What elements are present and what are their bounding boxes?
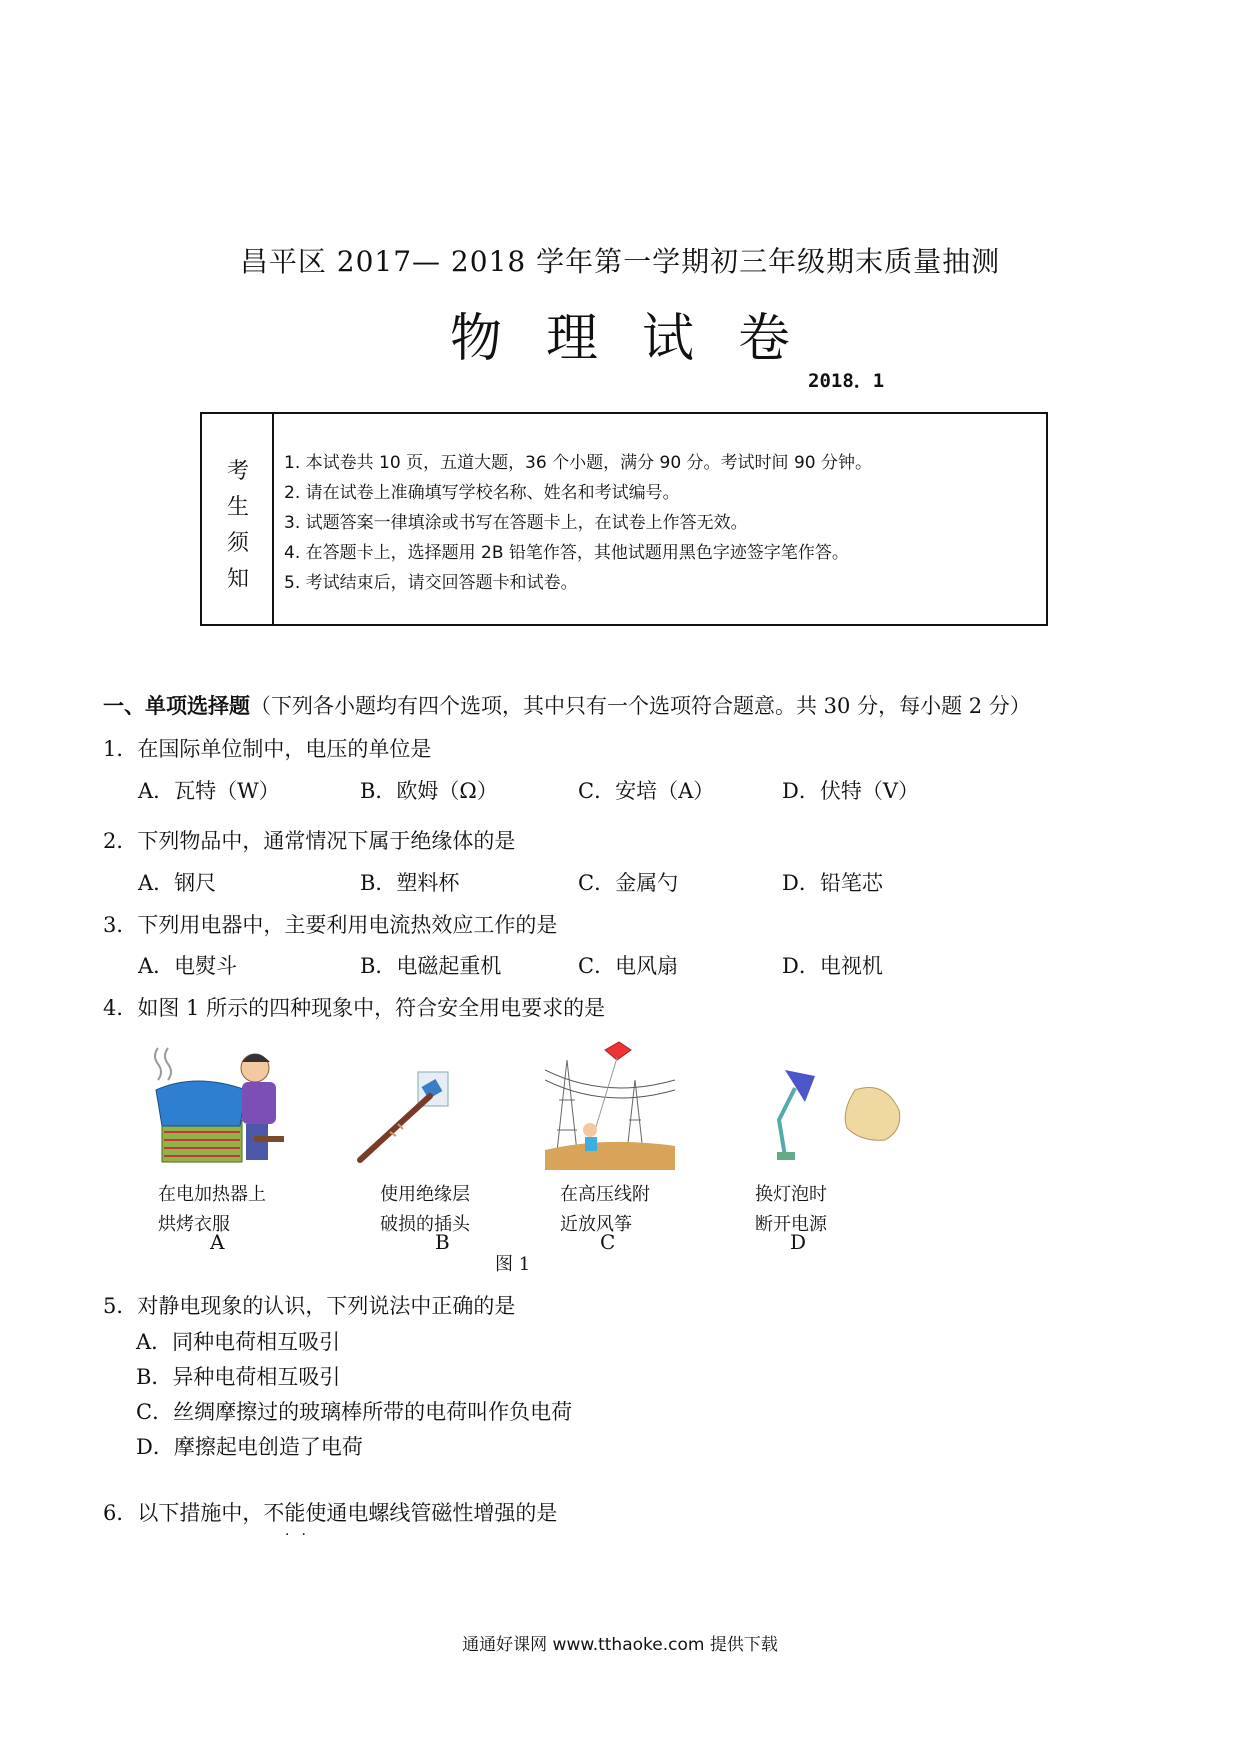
question-option: C．丝绸摩擦过的玻璃棒所带的电荷叫作负电荷 <box>136 1400 573 1424</box>
damaged-plug-illustration <box>350 1060 470 1170</box>
notice-item: 5. 考试结束后，请交回答题卡和试卷。 <box>284 573 578 593</box>
notice-list <box>284 448 872 598</box>
exam-date: 2018．1 <box>808 370 885 392</box>
figure-caption: 图 1 <box>495 1254 531 1275</box>
section-heading-label: 一、单项选择题 <box>103 694 250 718</box>
question-stem: 5．对静电现象的认识，下列说法中正确的是 <box>103 1294 516 1318</box>
question-option: A．瓦特（W） <box>138 779 280 803</box>
question-stem: 1．在国际单位制中，电压的单位是 <box>103 737 432 761</box>
notice-char: 考 <box>226 459 249 484</box>
section-instruction: （下列各小题均有四个选项，其中只有一个选项符合题意。共 30 分，每小题 2 分） <box>250 694 1031 718</box>
figure-1 <box>150 1040 910 1254</box>
caption-line: 近放风筝 <box>560 1214 632 1235</box>
caption-line: 断开电源 <box>755 1214 827 1235</box>
question-option: C．安培（A） <box>578 779 715 803</box>
question-stem: 4．如图 1 所示的四种现象中，符合安全用电要求的是 <box>103 996 606 1020</box>
question-option: C．电风扇 <box>578 954 679 978</box>
question-option: B．塑料杯 <box>360 871 460 895</box>
caption-line: 使用绝缘层 <box>380 1184 470 1205</box>
emphasis-dots: ·· <box>285 1527 318 1543</box>
figure-panel-letter: C <box>600 1230 616 1254</box>
notice-item: 4. 在答题卡上，选择题用 2B 铅笔作答，其他试题用黑色字迹签字笔作答。 <box>284 543 849 563</box>
question-option: B．电磁起重机 <box>360 954 502 978</box>
notice-char: 生 <box>226 495 249 520</box>
question-stem: 6．以下措施中，不能使通电螺线管磁性增强的是 <box>103 1501 558 1525</box>
question-option: B．欧姆（Ω） <box>360 779 498 803</box>
caption-line: 破损的插头 <box>380 1214 470 1235</box>
question-stem: 2．下列物品中，通常情况下属于绝缘体的是 <box>103 829 516 853</box>
notice-item: 2. 请在试卷上准确填写学校名称、姓名和考试编号。 <box>284 483 680 503</box>
question-option: D．摩擦起电创造了电荷 <box>136 1435 363 1459</box>
question-option: B．异种电荷相互吸引 <box>136 1365 341 1389</box>
exam-subtitle: 昌平区 2017— 2018 学年第一学期初三年级期末质量抽测 <box>239 245 1001 278</box>
question-option: D．铅笔芯 <box>782 871 883 895</box>
question-option: A．电熨斗 <box>138 954 238 978</box>
caption-line: 烘烤衣服 <box>158 1214 230 1235</box>
footer-source: 通通好课网 www.tthaoke.com 提供下载 <box>462 1635 778 1655</box>
lamp-power-off-illustration <box>755 1060 915 1170</box>
caption-line: 换灯泡时 <box>755 1184 827 1205</box>
examinee-notice-box <box>200 412 1048 626</box>
caption-line: 在电加热器上 <box>158 1184 266 1205</box>
exam-title: 物理试卷 <box>449 309 834 369</box>
figure-panel-letter: D <box>790 1230 807 1254</box>
question-option: D．伏特（V） <box>782 779 920 803</box>
question-option: D．电视机 <box>782 954 883 978</box>
heater-drying-clothes-illustration <box>150 1040 300 1170</box>
notice-item: 1. 本试卷共 10 页，五道大题，36 个小题，满分 90 分。考试时间 90 分钟。 <box>284 453 872 473</box>
kite-near-power-lines-illustration <box>545 1040 675 1170</box>
notice-char: 知 <box>226 567 249 592</box>
notice-char: 须 <box>226 531 249 556</box>
notice-side-label <box>202 414 274 624</box>
figure-panel-letter: A <box>210 1230 225 1254</box>
caption-line: 在高压线附 <box>560 1184 650 1205</box>
figure-panel-caption <box>380 1180 470 1240</box>
question-option: C．金属勺 <box>578 871 679 895</box>
figure-panel-letter: B <box>435 1230 450 1254</box>
question-option: A．钢尺 <box>138 871 217 895</box>
notice-item: 3. 试题答案一律填涂或书写在答题卡上，在试卷上作答无效。 <box>284 513 748 533</box>
section-heading <box>103 690 1031 720</box>
question-option: A．同种电荷相互吸引 <box>136 1330 341 1354</box>
question-stem: 3．下列用电器中，主要利用电流热效应工作的是 <box>103 913 558 937</box>
